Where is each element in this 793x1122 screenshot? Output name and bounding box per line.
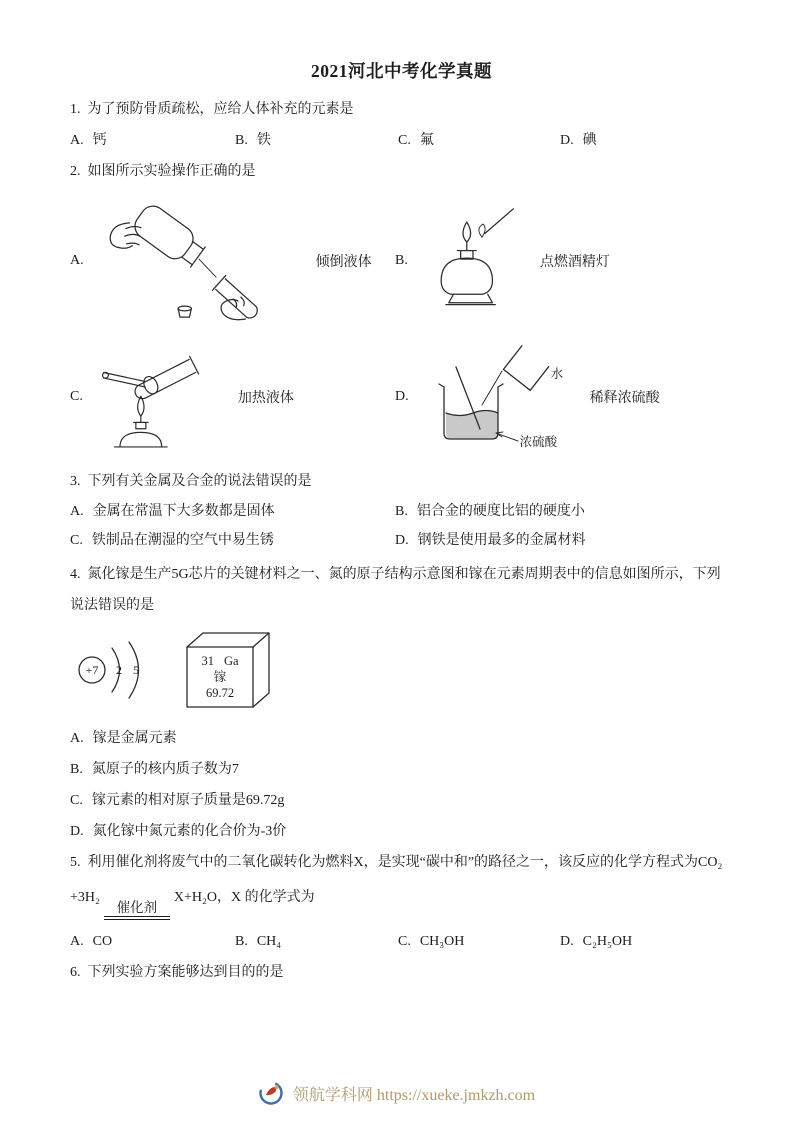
- figure-c: [70, 338, 395, 456]
- q5-option-c: [398, 926, 560, 957]
- option-label: C.: [398, 133, 411, 148]
- option-label: C.: [398, 934, 411, 949]
- figure-a-caption: 倾倒液体: [315, 254, 372, 270]
- q4-option-b: [70, 754, 733, 785]
- alcohol-lamp-illustration: [425, 205, 520, 317]
- question-3-options: [70, 497, 733, 555]
- option-text: CH₃OH: [419, 934, 465, 949]
- atomic-mass: 69.72: [205, 685, 235, 700]
- page-title: 2021河北中考化学真题: [311, 61, 492, 81]
- option-text: 金属在常温下大多数都是固体: [92, 504, 275, 519]
- question-1-options: [70, 125, 733, 156]
- periodic-cell-face: [187, 647, 253, 707]
- option-text: 氟: [419, 133, 434, 148]
- option-text: 镓是金属元素: [92, 731, 177, 746]
- catalyst-over-arrow: [104, 900, 170, 920]
- question-1-number: 1.: [70, 102, 81, 117]
- shell-1-electrons: 2: [116, 663, 122, 677]
- question-2-text: 如图所示实验操作正确的是: [87, 164, 256, 179]
- option-label: D.: [560, 133, 574, 148]
- option-label: A.: [70, 731, 84, 746]
- option-text: C₂H₅OH: [582, 934, 633, 949]
- q3-option-c: [70, 526, 395, 555]
- q1-option-b: [235, 125, 398, 156]
- dilution-figure: [422, 341, 574, 453]
- option-label: A.: [70, 934, 84, 949]
- reaction-arrow: [104, 916, 170, 920]
- question-5-options: [70, 926, 733, 957]
- figure-d-caption: 稀释浓硫酸: [589, 391, 660, 406]
- pouring-liquid-illustration: [101, 193, 296, 328]
- option-label: A.: [70, 504, 84, 519]
- option-text: 铁制品在潮湿的空气中易生锈: [91, 533, 274, 548]
- pouring-cup: [503, 346, 548, 391]
- option-text: 碘: [582, 133, 597, 148]
- question-4-number: 4.: [70, 567, 81, 582]
- question-1-stem: [70, 94, 733, 125]
- option-label: B.: [70, 762, 83, 777]
- acid-annotation: 浓硫酸: [519, 435, 558, 449]
- q3-option-a: [70, 497, 395, 526]
- question-1-text: 为了预防骨质疏松，应给人体补充的元素是: [87, 102, 354, 117]
- figure-c-caption: 加热液体: [237, 391, 294, 406]
- match-flame-icon: [479, 223, 485, 236]
- question-5-number: 5.: [70, 855, 81, 870]
- shell-2-electrons: 5: [133, 663, 139, 677]
- q3-option-b: [395, 497, 733, 526]
- option-text: 铝合金的硬度比铝的硬度小: [416, 504, 585, 519]
- question-6-text: 下列实验方案能够达到目的的是: [87, 965, 284, 980]
- reagent-bottle: [130, 201, 208, 271]
- figure-b: [395, 193, 733, 328]
- site-logo-icon: [258, 1080, 284, 1106]
- figure-b-label: B.: [395, 252, 408, 268]
- question-4-stem: [70, 559, 733, 621]
- question-4-figure: [72, 627, 733, 713]
- q5-option-b: [235, 926, 398, 957]
- nitrogen-atom-diagram: [72, 634, 167, 706]
- question-4-text: 氮化镓是生产5G芯片的关键材料之一、氮的原子结构示意图和镓在元素周期表中的信息如图所示，下列说法错误的是: [70, 567, 721, 613]
- option-text: 钢铁是使用最多的金属材料: [417, 533, 586, 548]
- question-5-stem: [70, 847, 733, 878]
- question-6-stem: [70, 957, 733, 988]
- option-label: D.: [70, 824, 84, 839]
- element-symbol: Ga: [223, 653, 239, 668]
- equation-left: +3H₂: [70, 890, 100, 905]
- option-label: B.: [235, 934, 248, 949]
- option-label: B.: [235, 133, 248, 148]
- q4-option-d: [70, 816, 733, 847]
- option-label: A.: [70, 133, 84, 148]
- option-text: 铁: [256, 133, 271, 148]
- figure-a: [70, 193, 395, 328]
- question-5-text: 利用催化剂将废气中的二氧化碳转化为燃料X，是实现“碳中和”的路径之一，该反应的化学方程式为CO₂: [87, 855, 723, 870]
- q1-option-c: [398, 125, 560, 156]
- question-2-figures-row-2: [70, 338, 733, 456]
- option-text: 氮原子的核内质子数为7: [91, 762, 239, 777]
- wick-flame-icon: [463, 222, 471, 242]
- site-footer: [0, 1080, 793, 1106]
- question-3-text: 下列有关金属及合金的说法错误的是: [87, 474, 312, 489]
- figure-b-caption: 点燃酒精灯: [539, 254, 610, 270]
- q4-option-a: [70, 723, 733, 754]
- gallium-periodic-cell: [181, 627, 273, 713]
- option-text: 镓元素的相对原子质量是69.72g: [91, 793, 285, 808]
- question-3-number: 3.: [70, 474, 81, 489]
- question-2-number: 2.: [70, 164, 81, 179]
- cell-top-row: [201, 654, 238, 669]
- q5-option-a: [70, 926, 235, 957]
- option-label: D.: [560, 934, 574, 949]
- heating-liquid-illustration: [100, 338, 218, 456]
- q4-option-c: [70, 785, 733, 816]
- nucleus-charge: +7: [85, 663, 99, 677]
- q3-option-d: [395, 526, 733, 555]
- element-name: 镓: [213, 669, 227, 684]
- equation-right: X+H₂O，X 的化学式为: [173, 890, 315, 905]
- question-6-number: 6.: [70, 965, 81, 980]
- option-text: 氮化镓中氮元素的化合价为-3价: [92, 824, 287, 839]
- figure-d-label: D.: [395, 389, 409, 404]
- figure-c-label: C.: [70, 389, 83, 404]
- option-label: B.: [395, 504, 408, 519]
- question-5-equation: [70, 878, 733, 920]
- option-label: C.: [70, 793, 83, 808]
- question-2-figures-row-1: [70, 193, 733, 328]
- q1-option-a: [70, 125, 235, 156]
- catalyst-label: 催化剂: [116, 900, 158, 915]
- option-text: CH₄: [256, 934, 282, 949]
- figure-d: [395, 338, 733, 456]
- option-text: 钙: [92, 133, 107, 148]
- question-3-stem: [70, 466, 733, 497]
- water-annotation: 水: [550, 367, 564, 381]
- atomic-number: 31: [201, 653, 214, 668]
- figure-a-label: A.: [70, 252, 84, 268]
- option-text: CO: [92, 934, 113, 949]
- option-label: D.: [395, 533, 409, 548]
- q5-option-d: [560, 926, 733, 957]
- question-2-stem: [70, 156, 733, 187]
- site-footer-text: 领航学科网 https://xueke.jmkzh.com: [292, 1086, 536, 1104]
- q1-option-d: [560, 125, 733, 156]
- test-tube: [212, 275, 262, 322]
- option-label: C.: [70, 533, 83, 548]
